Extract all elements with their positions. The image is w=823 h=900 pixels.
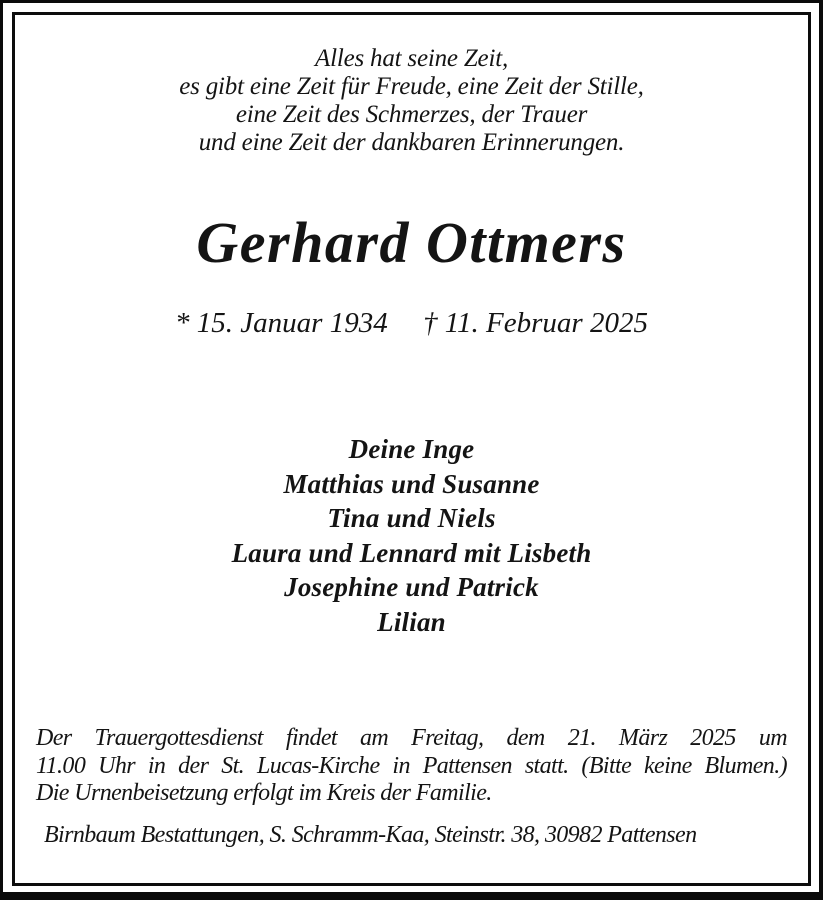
life-dates — [32, 307, 791, 340]
deceased-name: Gerhard Ottmers — [196, 210, 627, 275]
family-line: Josephine und Patrick — [284, 572, 539, 602]
poem-line: Alles hat seine Zeit, — [315, 45, 508, 72]
family-line: Matthias und Susanne — [283, 468, 540, 499]
service-details — [32, 725, 791, 808]
death-date: † 11. Februar 2025 — [422, 307, 648, 339]
service-line: Die Urnenbeisetzung erfolgt im Kreis der Familie. — [36, 780, 492, 806]
poem-line: eine Zeit des Schmerzes, der Trauer — [235, 101, 588, 128]
opening-poem — [32, 45, 791, 157]
notice-content — [16, 15, 807, 883]
funeral-home-info: Birnbaum Bestattungen, S. Schramm-Kaa, Steinstr. 38, 30982 Pattensen — [44, 821, 697, 848]
birth-date: * 15. Januar 1934 — [175, 307, 388, 339]
mourning-family-list — [32, 432, 791, 639]
family-line: Deine Inge — [348, 434, 475, 464]
service-line: 11.00 Uhr in der St. Lucas-Kirche in Pattensen statt. (Bitte keine Blumen.) — [36, 752, 787, 779]
poem-line: es gibt eine Zeit für Freude, eine Zeit der Stille, — [179, 73, 644, 100]
family-line: Tina und Niels — [327, 503, 496, 533]
family-line: Laura und Lennard mit Lisbeth — [231, 537, 592, 568]
family-line: Lilian — [377, 606, 446, 637]
service-line: Der Trauergottesdienst findet am Freitag, dem 21. März 2025 um — [36, 725, 787, 751]
poem-line: und eine Zeit der dankbaren Erinnerungen. — [198, 129, 625, 156]
